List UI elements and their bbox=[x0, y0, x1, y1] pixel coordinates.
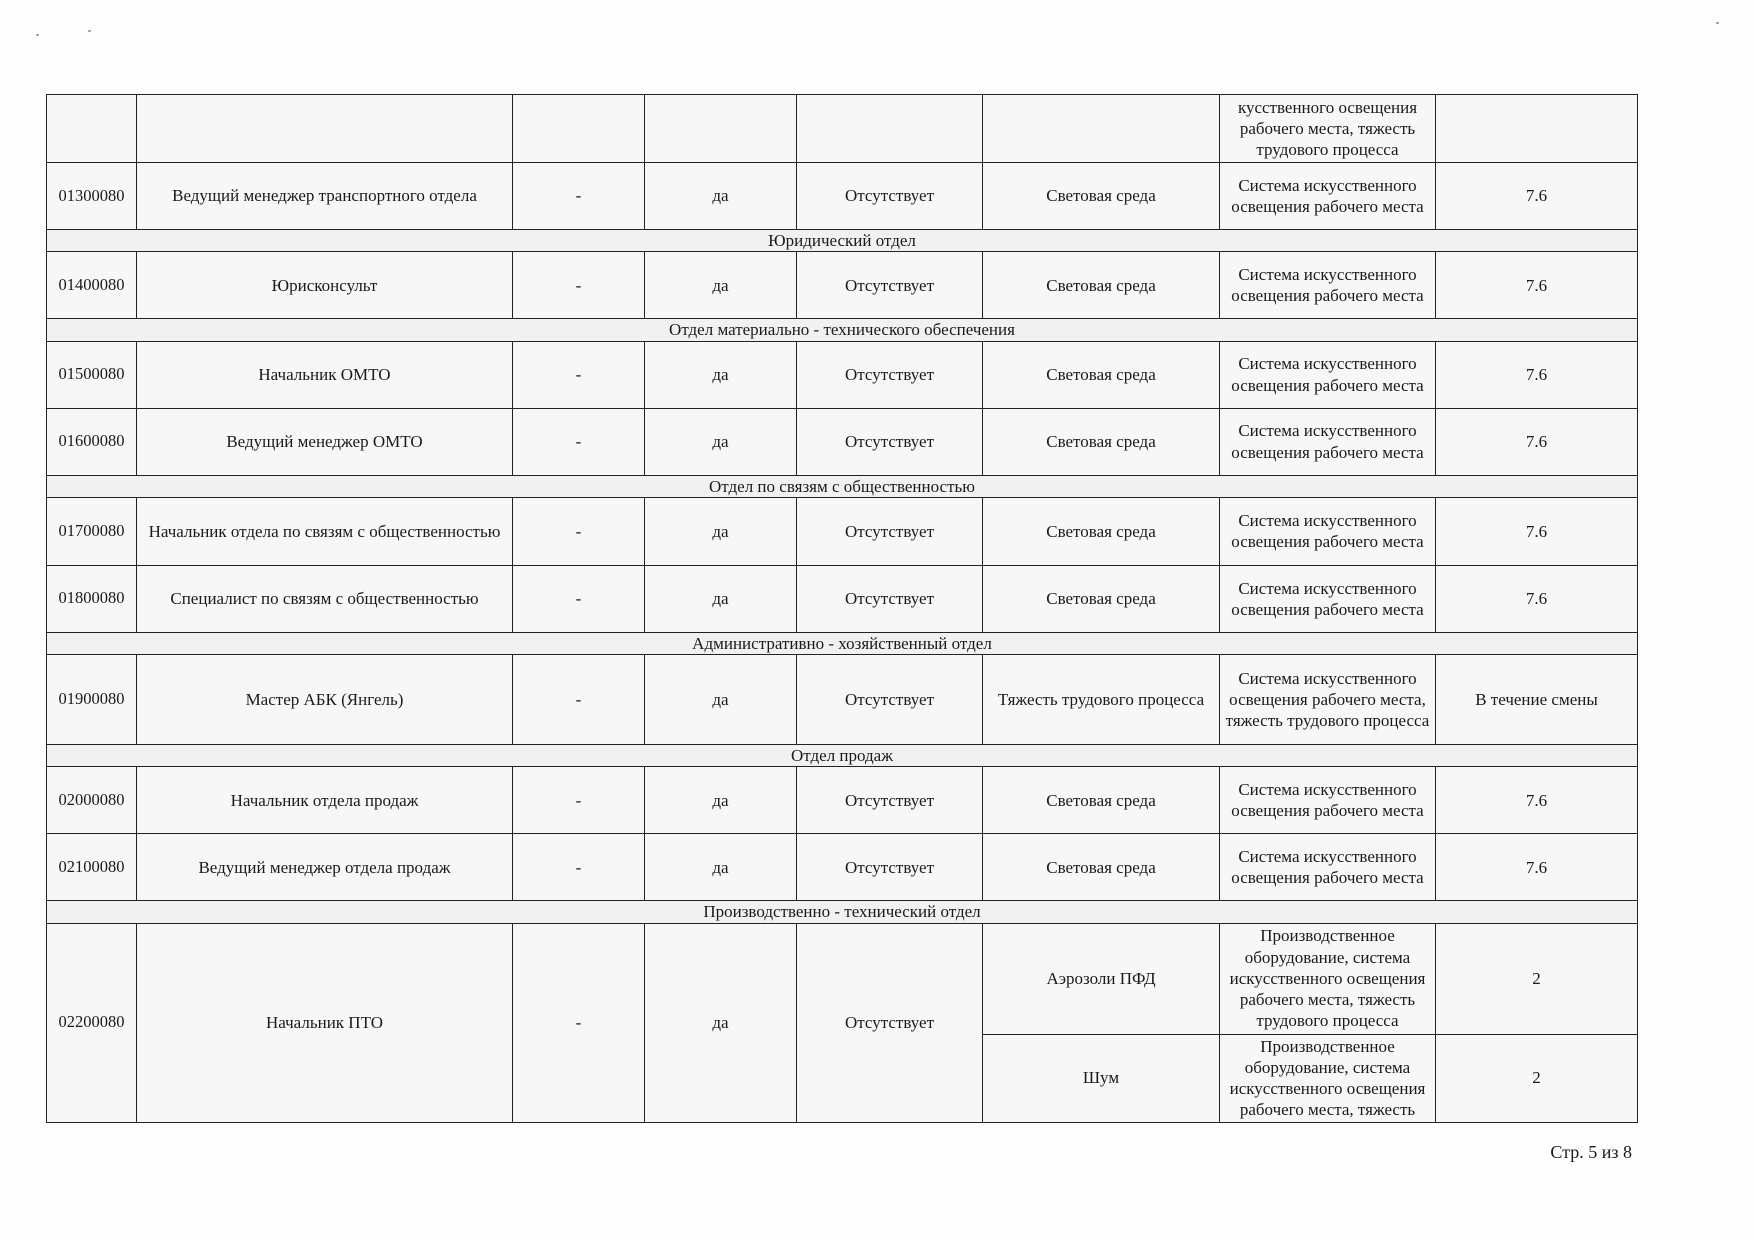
factor-cell: Световая среда bbox=[983, 565, 1220, 632]
factor-cell: Аэрозоли ПФД bbox=[983, 923, 1220, 1034]
position-cell: Ведущий менеджер ОМТО bbox=[137, 408, 513, 475]
code-cell: 01300080 bbox=[47, 163, 137, 230]
absent-cell: Отсутствует bbox=[797, 163, 983, 230]
source-cell: Система искусственного освещения рабочего места bbox=[1220, 163, 1436, 230]
yes-cell: да bbox=[645, 655, 797, 745]
scan-speck bbox=[88, 30, 91, 32]
factor-cell: Шум bbox=[983, 1034, 1220, 1122]
position-cell: Юрисконсульт bbox=[137, 252, 513, 319]
hazard-factors-table bbox=[46, 94, 1638, 1123]
time-cell: 7.6 bbox=[1436, 767, 1638, 834]
position-cell: Ведущий менеджер отдела продаж bbox=[137, 834, 513, 901]
absent-cell: Отсутствует bbox=[797, 565, 983, 632]
table-row bbox=[47, 163, 1638, 230]
table-row bbox=[47, 252, 1638, 319]
yes-cell: да bbox=[645, 252, 797, 319]
factor-cell: Световая среда bbox=[983, 163, 1220, 230]
yes-cell: да bbox=[645, 408, 797, 475]
time-cell: 7.6 bbox=[1436, 565, 1638, 632]
section-row bbox=[47, 745, 1638, 767]
source-cell: Система искусственного освещения рабочего места bbox=[1220, 767, 1436, 834]
table-row bbox=[47, 497, 1638, 565]
time-cell: В течение смены bbox=[1436, 655, 1638, 745]
dash-cell: - bbox=[513, 565, 645, 632]
time-cell: 7.6 bbox=[1436, 252, 1638, 319]
dash-cell: - bbox=[513, 834, 645, 901]
section-row bbox=[47, 901, 1638, 923]
time-cell: 7.6 bbox=[1436, 341, 1638, 408]
code-cell: 02100080 bbox=[47, 834, 137, 901]
position-cell: Мастер АБК (Янгель) bbox=[137, 655, 513, 745]
page-number: Стр. 5 из 8 bbox=[1550, 1142, 1632, 1162]
dash-cell: - bbox=[513, 408, 645, 475]
table-row bbox=[47, 565, 1638, 632]
position-cell: Начальник отдела продаж bbox=[137, 767, 513, 834]
absent-cell: Отсутствует bbox=[797, 655, 983, 745]
factor-cell: Тяжесть трудового процесса bbox=[983, 655, 1220, 745]
yes-cell: да bbox=[645, 767, 797, 834]
factor-cell: Световая среда bbox=[983, 767, 1220, 834]
dash-cell: - bbox=[513, 497, 645, 565]
table-row bbox=[47, 923, 1638, 1034]
position-cell: Специалист по связям с общественностью bbox=[137, 565, 513, 632]
source-cell: кусственного освещения рабочего места, тяжесть трудового процесса bbox=[1220, 95, 1436, 163]
scan-speck bbox=[36, 34, 39, 36]
factor-cell: Световая среда bbox=[983, 408, 1220, 475]
yes-cell: да bbox=[645, 497, 797, 565]
dash-cell: - bbox=[513, 923, 645, 1122]
table-row bbox=[47, 834, 1638, 901]
table-row bbox=[47, 408, 1638, 475]
scan-speck bbox=[1716, 22, 1719, 24]
yes-cell: да bbox=[645, 341, 797, 408]
time-cell: 2 bbox=[1436, 923, 1638, 1034]
section-title: Отдел материально - технического обеспечения bbox=[47, 319, 1638, 341]
absent-cell: Отсутствует bbox=[797, 923, 983, 1122]
yes-cell: да bbox=[645, 923, 797, 1122]
table-row bbox=[47, 95, 1638, 163]
yes-cell: да bbox=[645, 834, 797, 901]
code-cell: 01700080 bbox=[47, 497, 137, 565]
dash-cell: - bbox=[513, 163, 645, 230]
source-cell: Система искусственного освещения рабочего места bbox=[1220, 834, 1436, 901]
source-cell: Система искусственного освещения рабочего места bbox=[1220, 408, 1436, 475]
section-row bbox=[47, 632, 1638, 654]
section-title: Административно - хозяйственный отдел bbox=[47, 632, 1638, 654]
absent-cell: Отсутствует bbox=[797, 341, 983, 408]
code-cell: 02200080 bbox=[47, 923, 137, 1122]
source-cell: Производственное оборудование, система искусственного освещения рабочего места, тяжесть трудового процесса bbox=[1220, 923, 1436, 1034]
time-cell: 7.6 bbox=[1436, 408, 1638, 475]
yes-cell: да bbox=[645, 565, 797, 632]
factor-cell: Световая среда bbox=[983, 341, 1220, 408]
position-cell: Начальник ПТО bbox=[137, 923, 513, 1122]
code-cell: 01500080 bbox=[47, 341, 137, 408]
table-row bbox=[47, 767, 1638, 834]
source-cell: Система искусственного освещения рабочего места bbox=[1220, 252, 1436, 319]
dash-cell: - bbox=[513, 341, 645, 408]
dash-cell: - bbox=[513, 767, 645, 834]
section-row bbox=[47, 475, 1638, 497]
factor-cell: Световая среда bbox=[983, 497, 1220, 565]
position-cell: Начальник отдела по связям с общественностью bbox=[137, 497, 513, 565]
code-cell: 01900080 bbox=[47, 655, 137, 745]
section-title: Юридический отдел bbox=[47, 230, 1638, 252]
table-row bbox=[47, 341, 1638, 408]
section-title: Отдел продаж bbox=[47, 745, 1638, 767]
dash-cell: - bbox=[513, 252, 645, 319]
section-title: Отдел по связям с общественностью bbox=[47, 475, 1638, 497]
source-cell: Система искусственного освещения рабочего места, тяжесть трудового процесса bbox=[1220, 655, 1436, 745]
section-title: Производственно - технический отдел bbox=[47, 901, 1638, 923]
position-cell: Ведущий менеджер транспортного отдела bbox=[137, 163, 513, 230]
factor-cell: Световая среда bbox=[983, 834, 1220, 901]
yes-cell: да bbox=[645, 163, 797, 230]
position-cell: Начальник ОМТО bbox=[137, 341, 513, 408]
section-row bbox=[47, 319, 1638, 341]
time-cell: 2 bbox=[1436, 1034, 1638, 1122]
section-row bbox=[47, 230, 1638, 252]
source-cell: Система искусственного освещения рабочего места bbox=[1220, 565, 1436, 632]
dash-cell: - bbox=[513, 655, 645, 745]
absent-cell: Отсутствует bbox=[797, 497, 983, 565]
time-cell: 7.6 bbox=[1436, 497, 1638, 565]
time-cell: 7.6 bbox=[1436, 834, 1638, 901]
source-cell: Производственное оборудование, система искусственного освещения рабочего места, тяжесть bbox=[1220, 1034, 1436, 1122]
absent-cell: Отсутствует bbox=[797, 408, 983, 475]
absent-cell: Отсутствует bbox=[797, 252, 983, 319]
code-cell: 01800080 bbox=[47, 565, 137, 632]
code-cell: 02000080 bbox=[47, 767, 137, 834]
source-cell: Система искусственного освещения рабочего места bbox=[1220, 497, 1436, 565]
absent-cell: Отсутствует bbox=[797, 834, 983, 901]
absent-cell: Отсутствует bbox=[797, 767, 983, 834]
code-cell: 01400080 bbox=[47, 252, 137, 319]
factor-cell: Световая среда bbox=[983, 252, 1220, 319]
time-cell: 7.6 bbox=[1436, 163, 1638, 230]
source-cell: Система искусственного освещения рабочего места bbox=[1220, 341, 1436, 408]
code-cell: 01600080 bbox=[47, 408, 137, 475]
table-row bbox=[47, 655, 1638, 745]
